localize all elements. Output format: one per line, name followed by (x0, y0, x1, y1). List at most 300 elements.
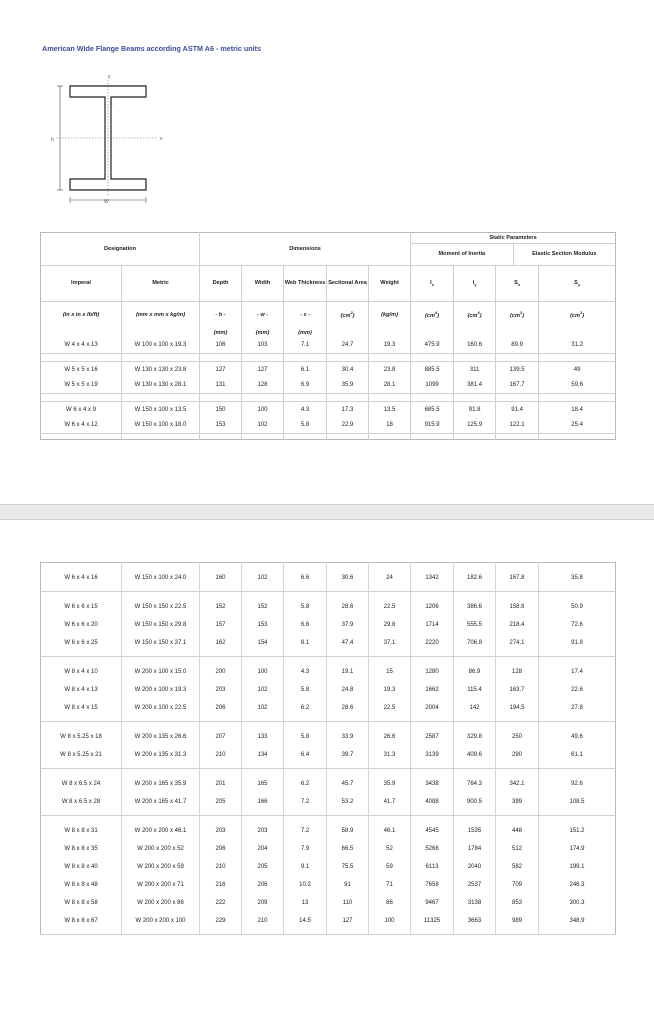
table-cell: W 6 x 6 x 25 (64, 639, 98, 646)
table-cell: W 8 x 8 x 48 (64, 881, 98, 888)
table-cell: 203 (200, 822, 242, 840)
table-cell: 5.8 (284, 418, 327, 434)
table-cell: 409.6 (454, 746, 496, 764)
table-row (41, 378, 616, 394)
table-cell: 162 (200, 634, 242, 652)
table-cell: W 8 x 8 x 58 (64, 899, 98, 906)
table-cell: 53.2 (327, 793, 369, 811)
units-row (41, 302, 616, 328)
table-cell: 108.5 (539, 793, 616, 811)
weight-unit: (kg/m) (369, 302, 411, 328)
table-cell: 86 (369, 894, 411, 912)
table-cell: 200 (200, 663, 242, 681)
table-cell: 152 (242, 598, 284, 616)
table-row (41, 616, 616, 634)
table-cell: 274.1 (496, 634, 539, 652)
table-cell: W 200 x 135 x 31.3 (122, 746, 200, 764)
imperial-header: Imperal (41, 266, 122, 302)
table-cell: 18.4 (539, 402, 616, 418)
table-cell: 153 (200, 418, 242, 434)
table-cell: 61.1 (539, 746, 616, 764)
table-cell: 35.9 (327, 378, 369, 394)
table-cell: 5.8 (284, 598, 327, 616)
table-cell: 706.8 (454, 634, 496, 652)
table-row (41, 663, 616, 681)
table-cell: W 150 x 150 x 29.8 (122, 616, 200, 634)
table-cell: 47.4 (327, 634, 369, 652)
table-cell: 127 (242, 362, 284, 378)
table-cell: 210 (242, 912, 284, 930)
table-cell: 160 (200, 569, 242, 587)
table-cell: 4088 (411, 793, 454, 811)
table-cell: 218.4 (496, 616, 539, 634)
table-cell: 174.9 (539, 840, 616, 858)
beam-table-top (40, 232, 616, 440)
table-cell: W 6 x 4 x 9 (65, 406, 96, 413)
moment-of-inertia-header: Moment of Inertia (411, 244, 514, 265)
page-title: American Wide Flange Beams according ASTM A6 - metric units (42, 44, 262, 53)
table-cell: 59.6 (539, 378, 616, 394)
table-cell: 5.8 (284, 681, 327, 699)
table-cell: 685.5 (411, 402, 454, 418)
spacer-row (41, 354, 616, 362)
table-cell: 853 (496, 894, 539, 912)
table-cell: 216 (200, 876, 242, 894)
table-cell: 381.4 (454, 378, 496, 394)
table-cell: 348.9 (539, 912, 616, 930)
table-cell: 39.7 (327, 746, 369, 764)
table-cell: 158.6 (496, 598, 539, 616)
table-cell: 110 (327, 894, 369, 912)
y-axis-label: y (108, 74, 111, 80)
table-cell: W 4 x 4 x 13 (41, 338, 122, 354)
table-cell: 17.4 (539, 663, 616, 681)
table-cell: 764.3 (454, 775, 496, 793)
table-cell: 3663 (454, 912, 496, 930)
table-cell: 18 (369, 418, 411, 434)
sx-header: $S_x$ (496, 266, 539, 302)
table-cell: 2040 (454, 858, 496, 876)
elastic-section-modulus-header: Elastic Section Modulus (532, 251, 597, 258)
table-cell: 150 (200, 402, 242, 418)
table-cell: 19.3 (369, 338, 411, 354)
table-cell: 115.4 (454, 681, 496, 699)
table-cell: W 8 x 5.25 x 21 (60, 751, 102, 758)
table-cell: W 200 x 165 x 41.7 (122, 793, 200, 811)
table-cell: 4.3 (284, 402, 327, 418)
table-cell: 106 (200, 338, 242, 354)
table-cell: 100 (369, 912, 411, 930)
web-thickness-label: s (110, 101, 113, 107)
header-row-columns (41, 266, 616, 302)
table-cell: 163.7 (496, 681, 539, 699)
table-cell: 102 (242, 681, 284, 699)
top-table-body (41, 338, 616, 440)
table-cell: 512 (496, 840, 539, 858)
table-cell: 448 (496, 822, 539, 840)
table-row (41, 634, 616, 652)
table-cell: 24.7 (327, 338, 369, 354)
table-cell: 160.6 (454, 338, 496, 354)
table-cell: 91.8 (454, 402, 496, 418)
table-cell: 139.5 (496, 362, 539, 378)
area-unit: $(cm^2)$ (327, 302, 369, 328)
table-cell: W 200 x 200 x 71 (122, 876, 200, 894)
table-cell: 6.6 (284, 569, 327, 587)
table-cell: 157 (200, 616, 242, 634)
table-cell: W 8 x 8 x 35 (64, 845, 98, 852)
depth-mm-unit: (mm) (200, 328, 242, 338)
table-cell: 125.9 (454, 418, 496, 434)
table-cell: 7.2 (284, 822, 327, 840)
table-cell: 23.8 (369, 362, 411, 378)
width-mm-unit: (mm) (242, 328, 284, 338)
table-cell: 399 (496, 793, 539, 811)
table-cell: 6.2 (284, 775, 327, 793)
table-cell: 11325 (411, 912, 454, 930)
table-cell: 246.3 (539, 876, 616, 894)
table-cell: 71 (369, 876, 411, 894)
table-cell: 86.9 (454, 663, 496, 681)
table-cell: W 150 x 100 x 24.0 (122, 569, 200, 587)
table-cell: 27.8 (539, 699, 616, 717)
metric-header: Metric (122, 266, 200, 302)
web-mm-unit: (mm) (284, 328, 327, 338)
table-cell: 3139 (411, 746, 454, 764)
table-row (41, 362, 616, 378)
static-parameters-header (411, 233, 616, 266)
table-cell: 555.5 (454, 616, 496, 634)
sy-unit: $(cm^3)$ (539, 302, 616, 328)
table-cell: 131 (200, 378, 242, 394)
table-row (41, 598, 616, 616)
table-cell: W 200 x 165 x 35.9 (122, 775, 200, 793)
table-cell: 5268 (411, 840, 454, 858)
table-cell: 49.6 (539, 728, 616, 746)
table-cell: 31.3 (369, 746, 411, 764)
header-row-groups (41, 233, 616, 266)
table-row (41, 775, 616, 793)
table-cell: 201 (200, 775, 242, 793)
table-cell: W 200 x 200 x 59 (122, 858, 200, 876)
web-thickness-header: Web Thickness (284, 266, 327, 302)
table-cell: 100 (242, 402, 284, 418)
table-cell: 1280 (411, 663, 454, 681)
table-cell: W 8 x 4 x 15 (64, 704, 98, 711)
bottom-table-body (41, 563, 616, 935)
table-cell: 206 (242, 876, 284, 894)
table-cell: 35.8 (539, 569, 616, 587)
table-cell: 37.9 (327, 616, 369, 634)
table-cell: W 8 x 8 x 40 (64, 863, 98, 870)
table-cell: 582 (496, 858, 539, 876)
table-cell: 127 (200, 362, 242, 378)
table-cell: W 6 x 4 x 12 (41, 418, 122, 434)
table-cell: W 200 x 200 x 100 (122, 912, 200, 930)
table-cell: 1342 (411, 569, 454, 587)
table-cell: 6.9 (284, 378, 327, 394)
iy-unit: $(cm^4)$ (454, 302, 496, 328)
table-cell: W 150 x 100 x 13.5 (122, 402, 200, 418)
table-row (41, 912, 616, 930)
table-cell: 4.3 (284, 663, 327, 681)
table-cell: W 5 x 5 x 19 (41, 378, 122, 394)
imperial-unit: (in x in x lb/ft) (62, 311, 100, 318)
table-cell: 6.4 (284, 746, 327, 764)
table-cell: W 150 x 100 x 18.0 (122, 418, 200, 434)
table-cell: 2220 (411, 634, 454, 652)
table-cell: 19.1 (327, 663, 369, 681)
table-cell: W 150 x 150 x 22.5 (122, 598, 200, 616)
table-cell: 30.4 (327, 362, 369, 378)
table-cell: 128 (242, 378, 284, 394)
table-cell: 92.6 (539, 775, 616, 793)
table-row (41, 746, 616, 764)
table-cell: 329.8 (454, 728, 496, 746)
table-cell: 103 (242, 338, 284, 354)
table-cell: 102 (242, 699, 284, 717)
table-cell: 59 (369, 858, 411, 876)
table-cell: 205 (242, 858, 284, 876)
table-cell: 26.6 (369, 728, 411, 746)
table-cell: 1784 (454, 840, 496, 858)
table-cell: 209 (242, 894, 284, 912)
table-cell: W 6 x 6 x 20 (64, 621, 98, 628)
table-cell: 7.9 (284, 840, 327, 858)
table-cell: 91 (327, 876, 369, 894)
table-cell: 49 (539, 362, 616, 378)
table-cell: 133 (242, 728, 284, 746)
static-parameters-label: Static Parameters (411, 233, 615, 244)
table-cell: W 8 x 6.5 x 28 (61, 798, 101, 805)
table-cell: W 8 x 6.5 x 24 (61, 780, 101, 787)
table-cell: W 5 x 5 x 16 (64, 366, 98, 373)
table-cell: 6.6 (284, 616, 327, 634)
table-row (41, 840, 616, 858)
table-cell: 290 (496, 746, 539, 764)
table-cell: 41.7 (369, 793, 411, 811)
table-cell: W 8 x 8 x 67 (64, 917, 98, 924)
table-cell: 900.5 (454, 793, 496, 811)
table-row (41, 876, 616, 894)
ix-unit: $(cm^4)$ (411, 302, 454, 328)
table-cell: 3438 (411, 775, 454, 793)
table-row (41, 418, 616, 434)
table-cell: 102 (242, 418, 284, 434)
table-cell: 207 (200, 728, 242, 746)
table-cell: 7.1 (284, 338, 327, 354)
table-cell: 127 (327, 912, 369, 930)
table-cell: 167.7 (496, 378, 539, 394)
table-cell: 58.9 (327, 822, 369, 840)
table-cell: 33.9 (327, 728, 369, 746)
mm-units-row (41, 328, 616, 338)
table-cell: 2004 (411, 699, 454, 717)
table-cell: 31.2 (539, 338, 616, 354)
table-cell: W 8 x 8 x 31 (64, 827, 98, 834)
table-cell: 3138 (454, 894, 496, 912)
table-row (41, 858, 616, 876)
table-cell: 199.1 (539, 858, 616, 876)
table-cell: 153 (242, 616, 284, 634)
table-cell: 102 (242, 569, 284, 587)
table-cell: 100 (242, 663, 284, 681)
table-cell: 24.8 (327, 681, 369, 699)
weight-header: Weight (369, 266, 411, 302)
table-cell: 37.1 (369, 634, 411, 652)
table-cell: 91.8 (539, 634, 616, 652)
table-cell: 203 (200, 681, 242, 699)
table-cell: 210 (200, 858, 242, 876)
sx-unit: $(cm^3)$ (496, 302, 539, 328)
table-cell: 45.7 (327, 775, 369, 793)
width-header: Width (242, 266, 284, 302)
table-cell: W 200 x 100 x 22.5 (122, 699, 200, 717)
beam-table-bottom (40, 562, 616, 935)
table-cell: W 150 x 150 x 37.1 (122, 634, 200, 652)
designation-header: Designation (41, 233, 200, 266)
table-cell: 154 (242, 634, 284, 652)
height-label: h (51, 137, 54, 143)
table-cell: 6.1 (284, 362, 327, 378)
table-cell: 8.1 (284, 634, 327, 652)
table-cell: 142 (454, 699, 496, 717)
table-cell: W 8 x 4 x 10 (64, 668, 98, 675)
table-cell: 152 (200, 598, 242, 616)
table-row (41, 681, 616, 699)
table-cell: 134 (242, 746, 284, 764)
table-cell: 10.2 (284, 876, 327, 894)
x-axis-label: x (160, 136, 163, 142)
table-cell: 128 (496, 663, 539, 681)
table-cell: 182.6 (454, 569, 496, 587)
table-cell: W 130 x 130 x 23.8 (122, 362, 200, 378)
table-cell: W 200 x 100 x 15.0 (122, 663, 200, 681)
table-cell: 475.9 (411, 338, 454, 354)
table-cell: 1206 (411, 598, 454, 616)
table-row (41, 894, 616, 912)
table-cell: 311 (454, 362, 496, 378)
table-cell: 206 (200, 699, 242, 717)
table-cell: 22.6 (539, 681, 616, 699)
table-cell: 4545 (411, 822, 454, 840)
table-cell: 22.5 (369, 699, 411, 717)
table-cell: 46.1 (369, 822, 411, 840)
table-cell: 6113 (411, 858, 454, 876)
beam-cross-section-diagram (50, 72, 180, 212)
width-unit: - w - (242, 302, 284, 328)
table-cell: 300.3 (539, 894, 616, 912)
table-cell: 5.8 (284, 728, 327, 746)
table-cell: 17.3 (327, 402, 369, 418)
spacer-row (41, 394, 616, 402)
ix-header: $I_x$ (411, 266, 454, 302)
table-cell: W 8 x 4 x 13 (64, 686, 98, 693)
table-row (41, 338, 616, 354)
table-cell: 13 (284, 894, 327, 912)
table-cell: 9467 (411, 894, 454, 912)
table-cell: 50.9 (539, 598, 616, 616)
table-row (41, 569, 616, 587)
table-cell: 2537 (454, 876, 496, 894)
sy-header: $S_y$ (539, 266, 616, 302)
table-cell: 885.5 (411, 362, 454, 378)
table-cell: 229 (200, 912, 242, 930)
table-cell: 14.5 (284, 912, 327, 930)
table-cell: 1714 (411, 616, 454, 634)
table-cell: 29.8 (369, 616, 411, 634)
table-cell: 52 (369, 840, 411, 858)
table-cell: W 130 x 130 x 28.1 (122, 378, 200, 394)
table-cell: 30.6 (327, 569, 369, 587)
depth-unit: - h - (200, 302, 242, 328)
table-row (41, 728, 616, 746)
table-cell: 151.2 (539, 822, 616, 840)
table-cell: 1099 (411, 378, 454, 394)
web-unit: - s - (284, 302, 327, 328)
table-cell: 1662 (411, 681, 454, 699)
table-cell: 222 (200, 894, 242, 912)
table-cell: 9.1 (284, 858, 327, 876)
table-cell: 915.9 (411, 418, 454, 434)
table-cell: 194.5 (496, 699, 539, 717)
table-cell: 203 (242, 822, 284, 840)
table-cell: W 8 x 5.25 x 18 (60, 733, 102, 740)
table-cell: 6.2 (284, 699, 327, 717)
table-cell: W 200 x 200 x 46.1 (122, 822, 200, 840)
table-cell: 2587 (411, 728, 454, 746)
table-cell: 75.5 (327, 858, 369, 876)
table-cell: 210 (200, 746, 242, 764)
table-cell: 28.1 (369, 378, 411, 394)
table-cell: 989 (496, 912, 539, 930)
table-cell: 342.1 (496, 775, 539, 793)
table-row (41, 402, 616, 418)
table-cell: 72.6 (539, 616, 616, 634)
table-cell: W 100 x 100 x 19.3 (122, 338, 200, 354)
depth-header: Depth (200, 266, 242, 302)
table-cell: 22.9 (327, 418, 369, 434)
table-row (41, 822, 616, 840)
table-cell: W 200 x 200 x 52 (122, 840, 200, 858)
table-cell: 206 (200, 840, 242, 858)
table-cell: W 200 x 100 x 19.3 (122, 681, 200, 699)
table-cell: W 200 x 135 x 26.6 (122, 728, 200, 746)
spacer-row (41, 434, 616, 440)
table-cell: 7658 (411, 876, 454, 894)
table-row (41, 699, 616, 717)
table-cell: 15 (369, 663, 411, 681)
table-cell: 709 (496, 876, 539, 894)
table-cell: 19.3 (369, 681, 411, 699)
table-cell: 35.9 (369, 775, 411, 793)
table-cell: W 6 x 6 x 15 (64, 603, 98, 610)
table-cell: 1535 (454, 822, 496, 840)
table-cell: 22.5 (369, 598, 411, 616)
table-cell: 205 (200, 793, 242, 811)
metric-unit: (mm x mm x kg/m) (122, 302, 200, 328)
table-cell: 386.6 (454, 598, 496, 616)
table-cell: 28.6 (327, 598, 369, 616)
page-separator (0, 504, 654, 520)
table-cell: 13.5 (369, 402, 411, 418)
table-cell: W 200 x 200 x 86 (122, 894, 200, 912)
sectional-area-header: Sectional Area (327, 266, 369, 302)
table-cell: 66.5 (327, 840, 369, 858)
table-cell: 25.4 (539, 418, 616, 434)
table-cell: 7.2 (284, 793, 327, 811)
table-cell: 89.9 (496, 338, 539, 354)
